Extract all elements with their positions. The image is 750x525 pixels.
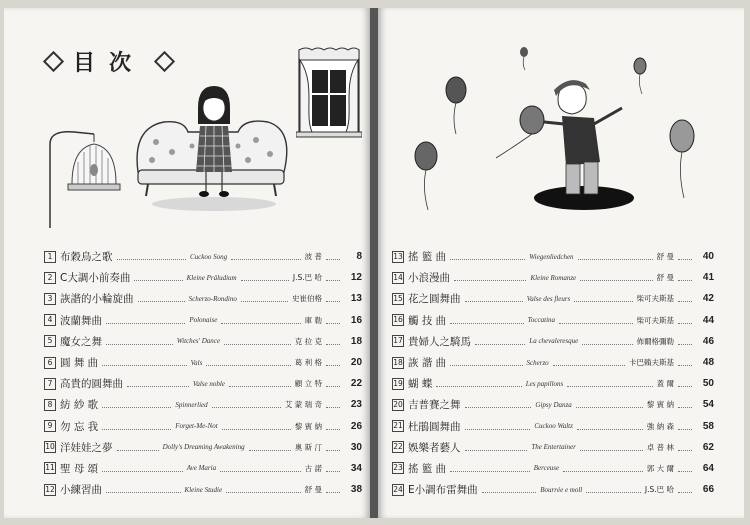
entry-english-title: Cuckoo Song xyxy=(189,252,228,261)
entry-page-number: 16 xyxy=(350,314,363,326)
entry-page-number: 12 xyxy=(350,272,362,284)
entry-number-badge: 23 xyxy=(393,463,403,473)
right-page xyxy=(378,8,744,518)
entry-chinese-title: 小浪漫曲 xyxy=(408,272,450,285)
dot-leader xyxy=(138,301,185,302)
dot-leader xyxy=(465,407,532,408)
entry-chinese-title: 高貴的圓舞曲 xyxy=(60,378,123,391)
dot-leader xyxy=(326,429,340,430)
dot-leader xyxy=(117,450,159,451)
entry-number-badge: 12 xyxy=(45,484,55,494)
entry-composer: 柴可夫斯基 xyxy=(636,315,675,325)
entry-composer: 強 納 森 xyxy=(646,421,674,431)
entry-chinese-title: 圓 舞 曲 xyxy=(60,357,99,370)
entry-composer: 波 普 xyxy=(304,252,322,262)
dot-leader xyxy=(577,429,643,430)
entry-number-badge: 4 xyxy=(44,314,56,326)
entry-number-badge: 2 xyxy=(44,272,56,284)
dot-leader xyxy=(578,259,653,260)
entry-page-number: 13 xyxy=(350,293,362,305)
page-title xyxy=(46,46,172,76)
entry-composer: 卓 普 林 xyxy=(646,442,674,452)
toc-entry[interactable] xyxy=(44,394,362,415)
diamond-icon xyxy=(154,50,175,71)
dot-leader xyxy=(678,301,692,302)
dot-leader xyxy=(127,386,189,387)
dot-leader xyxy=(231,259,300,260)
book-gutter xyxy=(370,8,378,518)
entry-number-badge: 14 xyxy=(393,272,403,282)
birdcage-illustration xyxy=(44,124,124,230)
entry-number-badge: 20 xyxy=(393,399,403,409)
dot-leader xyxy=(580,450,643,451)
entry-composer: 卡巴賴夫斯基 xyxy=(629,358,675,368)
entry-page-number: 41 xyxy=(702,272,715,284)
entry-english-title: Toccatina xyxy=(527,316,556,325)
dot-leader xyxy=(106,492,181,493)
entry-chinese-title: 貴婦人之騎馬 xyxy=(408,335,471,348)
dot-leader xyxy=(450,365,522,366)
dot-leader xyxy=(465,301,523,302)
dot-leader xyxy=(206,365,290,366)
dot-leader xyxy=(553,365,625,366)
entry-english-title: Polonaise xyxy=(189,316,218,325)
dot-leader xyxy=(102,407,171,408)
entry-chinese-title: 觸 技 曲 xyxy=(408,314,447,327)
dot-leader xyxy=(212,407,281,408)
dot-leader xyxy=(241,301,288,302)
entry-english-title: Kleine Romanze xyxy=(530,273,577,282)
toc-entry[interactable] xyxy=(392,416,714,437)
entry-composer: 黎 賓 納 xyxy=(646,400,674,410)
dot-leader xyxy=(436,386,521,387)
entry-english-title: Wiegenliedchen xyxy=(529,252,574,261)
toc-entry[interactable] xyxy=(392,352,714,373)
entry-composer: 柴可夫斯基 xyxy=(636,294,674,304)
dot-leader xyxy=(678,365,692,366)
dot-leader xyxy=(241,280,289,281)
entry-english-title: Valse des fleurs xyxy=(526,294,571,303)
entry-chinese-title: 搖 籃 曲 xyxy=(408,251,447,264)
entry-chinese-title: 布穀鳥之歌 xyxy=(60,251,113,264)
dot-leader xyxy=(226,492,301,493)
entry-chinese-title: 洋娃娃之夢 xyxy=(60,441,113,454)
entry-number-badge: 8 xyxy=(44,399,56,411)
dot-leader xyxy=(102,429,171,430)
dot-leader xyxy=(582,344,632,345)
toc-entry[interactable] xyxy=(392,310,714,331)
entry-english-title: Dolly's Dreaming Awakening xyxy=(162,443,245,452)
entry-english-title: Witches' Dance xyxy=(176,337,221,346)
dot-leader xyxy=(326,386,340,387)
dot-leader xyxy=(326,492,340,493)
dot-leader xyxy=(454,280,526,281)
entry-chinese-title: 聖 母 頌 xyxy=(60,462,99,475)
entry-page-number: 26 xyxy=(350,420,363,432)
entry-page-number: 48 xyxy=(702,357,715,369)
entry-english-title: Kleine Studie xyxy=(184,485,223,494)
dot-leader xyxy=(249,450,291,451)
toc-entry[interactable] xyxy=(44,267,362,288)
dot-leader xyxy=(221,323,300,324)
toc-entry[interactable] xyxy=(44,416,362,437)
entry-page-number: 40 xyxy=(702,251,714,263)
entry-english-title: Les papillons xyxy=(525,379,564,388)
toc-entry[interactable] xyxy=(392,394,714,415)
entry-composer: 庫 勒 xyxy=(304,315,323,325)
boy-with-balloons-illustration xyxy=(408,38,708,228)
entry-page-number: 64 xyxy=(702,462,714,474)
toc-entry[interactable] xyxy=(392,288,714,309)
dot-leader xyxy=(450,471,530,472)
entry-page-number: 22 xyxy=(350,378,363,390)
dot-leader xyxy=(559,323,632,324)
dot-leader xyxy=(102,471,183,472)
dot-leader xyxy=(678,450,692,451)
dot-leader xyxy=(450,259,525,260)
entry-page-number: 66 xyxy=(702,484,715,496)
entry-composer: J.S.巴 哈 xyxy=(292,273,322,283)
toc-entry[interactable] xyxy=(392,437,714,458)
toc-entry[interactable] xyxy=(392,458,714,479)
entry-english-title: The Entertainer xyxy=(531,443,576,452)
toc-list-right xyxy=(392,246,714,500)
entry-composer: 古 諾 xyxy=(304,463,322,473)
entry-chinese-title: 小練習曲 xyxy=(60,484,102,497)
entry-chinese-title: 娛樂者藝人 xyxy=(408,441,461,454)
dot-leader xyxy=(678,280,692,281)
entry-english-title: Forget-Me-Not xyxy=(175,422,218,431)
entry-number-badge: 13 xyxy=(393,251,403,261)
entry-number-badge: 16 xyxy=(393,315,403,325)
entry-english-title: Kleine Präludium xyxy=(186,273,237,282)
dot-leader xyxy=(326,323,340,324)
dot-leader xyxy=(326,301,340,302)
dot-leader xyxy=(326,471,340,472)
dot-leader xyxy=(678,386,692,387)
title-text: 目次 xyxy=(73,50,146,76)
dot-leader xyxy=(326,450,340,451)
toc-entry[interactable] xyxy=(44,458,362,479)
entry-page-number: 42 xyxy=(702,293,714,305)
toc-entry[interactable] xyxy=(44,246,362,267)
entry-english-title: Vals xyxy=(190,358,203,367)
entry-chinese-title: 紡 紗 歌 xyxy=(60,399,99,412)
entry-number-badge: 7 xyxy=(44,378,56,390)
entry-composer: 史崔伯格 xyxy=(292,294,322,304)
entry-number-badge: 1 xyxy=(44,251,56,263)
toc-entry[interactable] xyxy=(44,352,362,373)
entry-chinese-title: 魔女之舞 xyxy=(60,335,102,348)
entry-english-title: Scherzo-Rondino xyxy=(188,294,237,303)
dot-leader xyxy=(482,492,537,493)
entry-english-title: Cuckoo Waltz xyxy=(534,422,573,431)
entry-number-badge: 3 xyxy=(44,293,56,305)
entry-composer: 奧 斯 汀 xyxy=(294,442,322,452)
dot-leader xyxy=(574,301,632,302)
entry-page-number: 30 xyxy=(350,441,362,453)
girl-on-sofa-illustration xyxy=(128,80,294,212)
dot-leader xyxy=(586,492,641,493)
dot-leader xyxy=(220,471,301,472)
dot-leader xyxy=(134,280,182,281)
entry-chinese-title: 詼諧的小輪旋曲 xyxy=(60,293,134,306)
toc-entry[interactable] xyxy=(44,310,362,331)
entry-chinese-title: 吉普賽之舞 xyxy=(408,399,461,412)
dot-leader xyxy=(222,429,291,430)
dot-leader xyxy=(326,259,340,260)
dot-leader xyxy=(678,492,692,493)
dot-leader xyxy=(117,259,186,260)
entry-number-badge: 21 xyxy=(393,421,403,431)
entry-page-number: 62 xyxy=(702,441,714,453)
entry-english-title: Valse noble xyxy=(192,379,225,388)
dot-leader xyxy=(563,471,643,472)
toc-entry[interactable] xyxy=(44,437,362,458)
entry-english-title: Spinnerlied xyxy=(175,400,208,409)
dot-leader xyxy=(678,344,692,345)
entry-chinese-title: 搖 籃 曲 xyxy=(408,462,447,475)
toc-entry[interactable] xyxy=(44,331,362,352)
entry-page-number: 20 xyxy=(350,357,363,369)
entry-page-number: 50 xyxy=(702,378,714,390)
entry-chinese-title: 蝴 蝶 xyxy=(408,378,433,391)
dot-leader xyxy=(580,280,652,281)
diamond-icon xyxy=(43,50,64,71)
dot-leader xyxy=(678,471,692,472)
dot-leader xyxy=(465,450,528,451)
toc-entry[interactable] xyxy=(392,373,714,394)
dot-leader xyxy=(102,365,186,366)
entry-chinese-title: 波蘭舞曲 xyxy=(60,314,102,327)
entry-composer: 舒 曼 xyxy=(304,485,323,495)
toc-entry[interactable] xyxy=(44,288,362,309)
entry-page-number: 46 xyxy=(702,335,715,347)
dot-leader xyxy=(326,280,340,281)
toc-entry[interactable] xyxy=(392,479,714,500)
dot-leader xyxy=(475,344,525,345)
entry-english-title: Berceuse xyxy=(533,464,560,473)
entry-chinese-title: E小調布雷舞曲 xyxy=(408,484,478,497)
entry-composer: 舒 曼 xyxy=(656,273,675,283)
entry-composer: 克 拉 克 xyxy=(294,336,323,346)
dot-leader xyxy=(450,323,523,324)
dot-leader xyxy=(678,407,692,408)
entry-chinese-title: 花之圓舞曲 xyxy=(408,293,461,306)
entry-english-title: Scherzo xyxy=(526,358,549,367)
entry-english-title: Ave Maria xyxy=(186,464,217,473)
entry-composer: 艾 蒙 瑞 奇 xyxy=(284,400,322,410)
entry-page-number: 23 xyxy=(350,399,362,411)
entry-chinese-title: 詼 諧 曲 xyxy=(408,357,447,370)
dot-leader xyxy=(224,344,291,345)
entry-number-badge: 17 xyxy=(393,336,403,346)
left-page xyxy=(4,8,370,518)
entry-composer: 黎 賓 納 xyxy=(294,421,323,431)
window-illustration xyxy=(296,44,362,144)
entry-page-number: 18 xyxy=(350,335,363,347)
entry-chinese-title: 勿 忘 我 xyxy=(60,420,99,433)
entry-page-number: 58 xyxy=(702,420,714,432)
entry-number-badge: 15 xyxy=(393,293,403,303)
dot-leader xyxy=(106,323,185,324)
dot-leader xyxy=(576,407,643,408)
entry-chinese-title: C大調小前奏曲 xyxy=(60,272,131,285)
entry-page-number: 54 xyxy=(702,399,714,411)
dot-leader xyxy=(678,259,692,260)
entry-number-badge: 22 xyxy=(393,442,403,452)
entry-number-badge: 6 xyxy=(44,357,56,369)
dot-leader xyxy=(678,429,692,430)
dot-leader xyxy=(678,323,692,324)
entry-composer: 舒 曼 xyxy=(656,252,674,262)
dot-leader xyxy=(326,344,340,345)
entry-english-title: Gipsy Danza xyxy=(535,400,572,409)
entry-composer: 蓋 爾 xyxy=(656,379,674,389)
entry-composer: 葛 利 格 xyxy=(294,358,323,368)
entry-composer: J.S.巴 哈 xyxy=(644,485,675,495)
dot-leader xyxy=(106,344,173,345)
entry-composer: 佈爾格彌勒 xyxy=(636,336,675,346)
entry-number-badge: 18 xyxy=(393,357,403,367)
toc-entry[interactable] xyxy=(392,246,714,267)
entry-chinese-title: 杜鵑圓舞曲 xyxy=(408,420,461,433)
entry-number-badge: 9 xyxy=(44,420,56,432)
toc-entry[interactable] xyxy=(44,373,362,394)
toc-entry[interactable] xyxy=(392,267,714,288)
entry-composer: 顧 立 特 xyxy=(294,379,323,389)
dot-leader xyxy=(326,365,340,366)
dot-leader xyxy=(326,407,340,408)
dot-leader xyxy=(567,386,652,387)
toc-entry[interactable] xyxy=(392,331,714,352)
dot-leader xyxy=(229,386,291,387)
entry-page-number: 44 xyxy=(702,314,715,326)
entry-page-number: 8 xyxy=(356,251,362,263)
toc-entry[interactable] xyxy=(44,479,362,500)
entry-page-number: 34 xyxy=(350,462,362,474)
entry-number-badge: 24 xyxy=(393,484,403,494)
entry-number-badge: 19 xyxy=(393,378,403,388)
entry-number-badge: 10 xyxy=(45,442,55,452)
entry-number-badge: 11 xyxy=(45,463,55,473)
entry-english-title: La chevaleresque xyxy=(529,337,579,346)
entry-page-number: 38 xyxy=(350,484,363,496)
entry-composer: 郭 大 爾 xyxy=(646,463,674,473)
toc-list-left xyxy=(44,246,362,500)
entry-number-badge: 5 xyxy=(44,335,56,347)
dot-leader xyxy=(465,429,531,430)
entry-english-title: Bourrée e moll xyxy=(540,485,583,494)
